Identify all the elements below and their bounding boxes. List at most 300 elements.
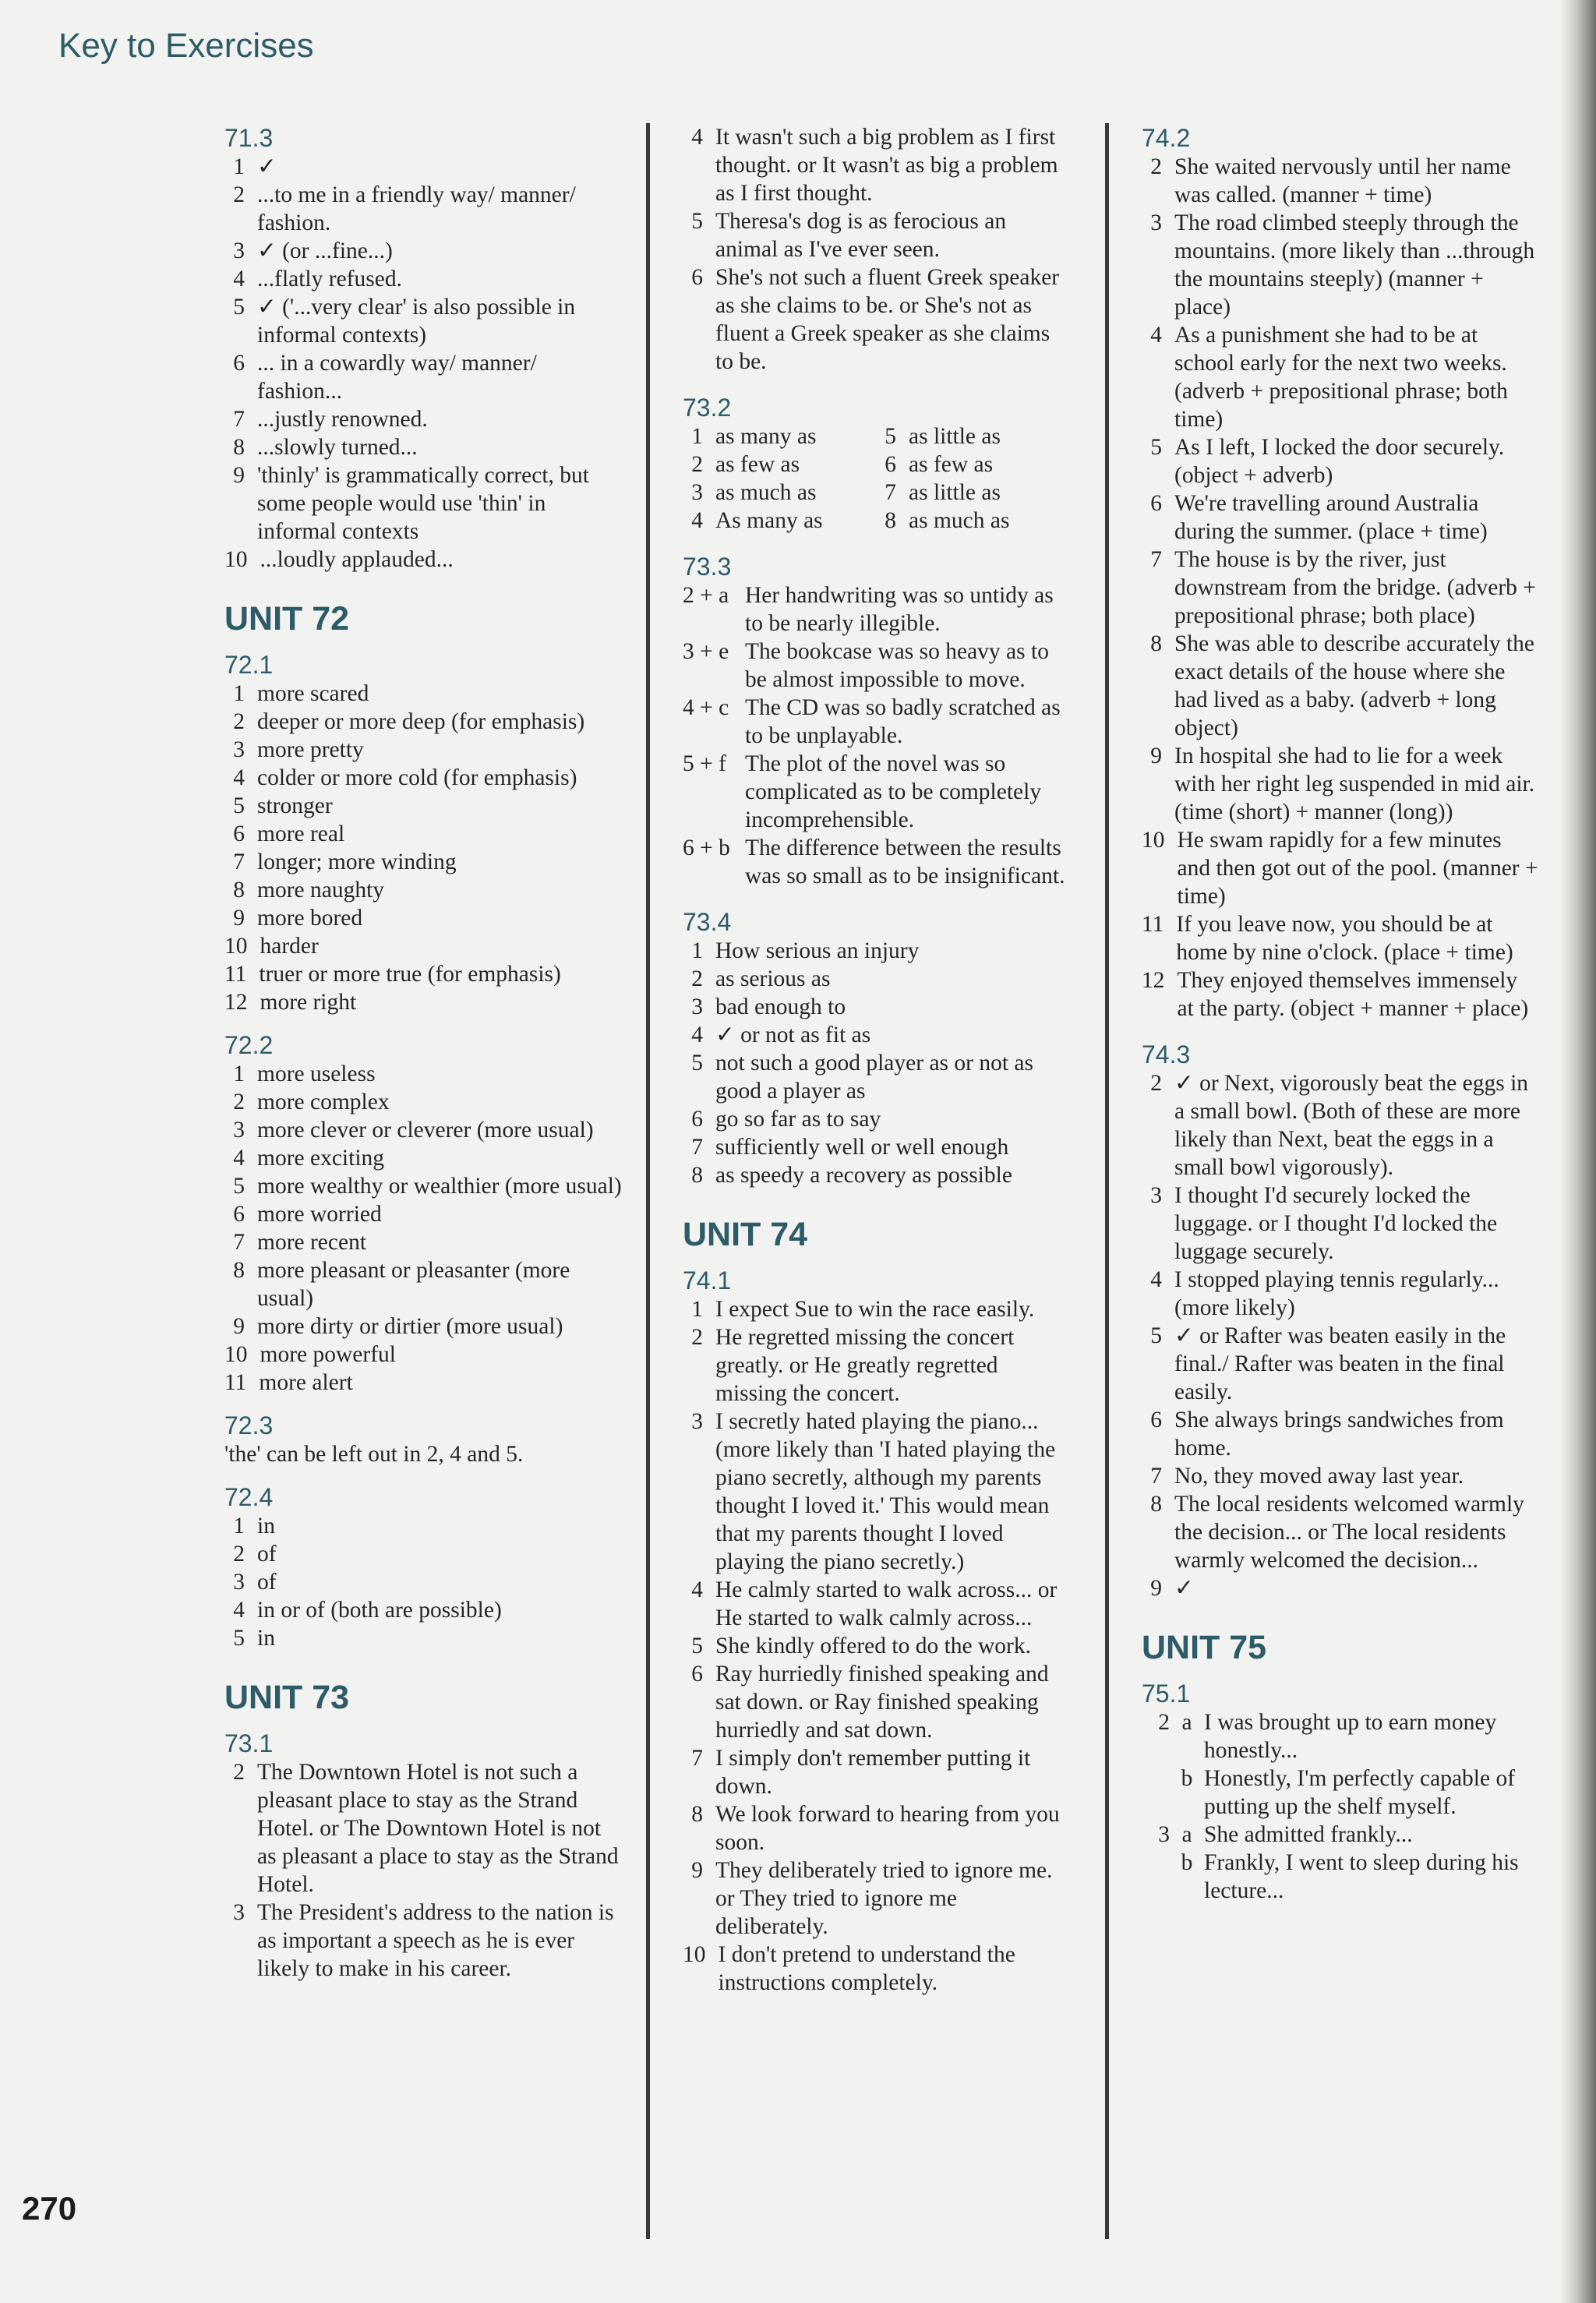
answer-number: 6 [1150,491,1162,516]
answer-number: 3 + e [683,639,729,664]
answer-text: ...flatly refused. [257,267,402,291]
answer-text: The local residents welcomed warmly the decision... or The local residents warmly welcomed the decision... [1174,1492,1524,1573]
answer-number: 11 [1142,912,1164,937]
answer-number: 1 [691,424,703,449]
exercise-title: 71.3 [224,124,274,152]
answer-item [683,123,1072,207]
answer-number: 5 + f [683,751,726,776]
answer-text: more naughty [257,878,385,902]
exercise-title: 73.1 [224,1729,274,1757]
answer-number: 5 [233,793,245,818]
answer-item [683,1576,1072,1632]
answer-text: The difference between the results was so small as to be insignificant. [745,835,1065,888]
answer-number: 2 [233,1090,245,1114]
answer-number: 2 [233,182,245,207]
answer-number: 4 [233,1598,245,1623]
answer-item [224,1116,622,1144]
answer-item [683,750,1072,834]
answer-item [224,792,622,820]
answer-item [224,546,622,574]
answer-text: ✓ [1174,1576,1194,1601]
answer-text: in [257,1514,275,1538]
answer-text: The road climbed steeply through the mountains. (more likely than ...through the mountains steeply) (manner + place) [1174,210,1535,320]
answer-text: go so far as to say [715,1107,881,1132]
answer-number: 3 [1150,210,1162,235]
answer-list [224,1758,622,1983]
answer-text: more recent [257,1230,367,1255]
answer-text: truer or more true (for emphasis) [259,962,561,987]
answer-text: more useless [257,1061,376,1086]
column-3 [1142,123,1539,1905]
answer-number: 1 [691,938,703,963]
answer-text: as few as [909,452,994,477]
answer-number: 8 [233,878,245,902]
answer-text: ✓ or Rafter was beaten easily in the final./ Rafter was beaten in the final easily. [1174,1323,1506,1404]
answer-item [683,965,1072,993]
answer-number: 2 [233,1760,245,1785]
exercise-title: 73.4 [683,908,732,936]
answer-list [224,1512,622,1652]
answer-text: more complex [257,1090,390,1114]
answer-item [224,1340,622,1369]
answer-number: 4 + c [683,695,729,720]
answer-number: 10 [1142,828,1165,853]
answer-item [683,638,1072,694]
answer-text: more dirty or dirtier (more usual) [257,1314,563,1339]
answer-number: 3 [233,1900,245,1925]
answer-number: 7 [1150,547,1162,572]
answer-item [1142,489,1539,546]
answer-item [224,181,622,237]
answer-item [1142,433,1539,489]
answer-number [1142,1849,1204,1905]
answer-number: 4 [691,1577,703,1602]
answer-text: No, they moved away last year. [1174,1464,1464,1489]
answer-text: As a punishment she had to be at school early for the next two weeks. (adverb + prepositional phrase; both time) [1174,323,1508,432]
answer-text: 'thinly' is grammatically correct, but some people would use 'thin' in informal contexts [257,463,589,544]
answer-number: 7 [233,1230,245,1255]
answer-number: 12 [1142,968,1165,993]
answer-item [683,1660,1072,1744]
answer-item [224,1256,622,1312]
answer-text: of [257,1542,277,1567]
answer-item [224,1172,622,1200]
answer-number: 10 [224,934,248,959]
answer-text: He calmly started to walk across... or He started to walk calmly across... [715,1577,1058,1630]
answer-text: as few as [715,452,800,477]
answer-number: 9 [233,1314,245,1339]
answer-grid [683,422,1072,535]
answer-number: 3 [691,994,703,1019]
answer-text: as much as [909,508,1010,533]
exercise-title: 74.1 [683,1266,732,1295]
answer-number: 12 [224,990,248,1015]
answer-number: 1 [233,681,245,706]
answer-item [683,581,1072,638]
answer-text: as much as [715,480,817,505]
answer-text: ...loudly applauded... [260,547,454,572]
answer-letter: a [1181,1710,1192,1735]
answer-item [224,680,622,708]
answer-item [224,736,622,764]
answer-number: 9 [233,463,245,488]
answer-item [224,293,622,349]
answer-text: In hospital she had to lie for a week with her right leg suspended in mid air. (time (short) + manner (long)) [1174,744,1535,825]
answer-letter: b [1181,1850,1193,1875]
answer-item [224,1200,622,1228]
answer-number: 3 [233,1118,245,1143]
answer-text: stronger [257,793,333,818]
unit-heading: UNIT 74 [683,1216,808,1253]
answer-item [224,876,622,904]
answer-text: as little as [909,480,1001,505]
answer-item [1142,209,1539,321]
answer-item [1142,1182,1539,1266]
answer-item [224,848,622,876]
exercise-title: 75.1 [1142,1680,1191,1708]
answer-text: more real [257,821,345,846]
answer-item [224,433,622,461]
answer-item [224,1088,622,1116]
answer-item [1142,1069,1539,1182]
answer-letter: a [1181,1822,1192,1847]
answer-text: more right [260,990,357,1015]
answer-number: 1 [691,1297,703,1322]
answer-text: Ray hurriedly finished speaking and sat down. or Ray finished speaking hurriedly and sat down. [715,1662,1049,1743]
answer-number: 10 [683,1942,706,1967]
answer-item [1142,153,1539,209]
answer-text: as little as [909,424,1001,449]
answer-text: ...slowly turned... [257,435,418,460]
answer-number: 9 [1150,744,1162,768]
exercise-title: 74.3 [1142,1040,1191,1068]
answer-item [1142,546,1539,630]
answer-text: I stopped playing tennis regularly... (more likely) [1174,1267,1499,1320]
exercise-title: 72.2 [224,1031,274,1059]
answer-text: I simply don't remember putting it down. [715,1746,1031,1799]
answer-item [1142,1849,1539,1905]
exercise-title: 72.4 [224,1483,274,1511]
answer-item [683,1295,1072,1323]
answer-text: Honestly, I'm perfectly capable of putting up the shelf myself. [1204,1766,1516,1819]
exercise-title: 74.2 [1142,124,1191,152]
answer-item [1142,1266,1539,1322]
answer-text: Her handwriting was so untidy as to be nearly illegible. [745,583,1054,636]
unit-heading: UNIT 73 [224,1679,350,1716]
column-2 [683,123,1072,1997]
column-divider-2 [1105,123,1109,2239]
answer-number: 5 [1150,435,1162,460]
answer-number: 3 [233,1570,245,1595]
answer-number: 6 [691,1107,703,1132]
answer-item [683,1744,1072,1800]
answer-item [1142,966,1539,1023]
answer-text: I thought I'd securely locked the luggage. or I thought I'd locked the luggage securely. [1174,1183,1498,1264]
answer-item [683,694,1072,750]
answer-item [224,405,622,433]
answer-text: How serious an injury [715,938,920,963]
exercise-note: 'the' can be left out in 2, 4 and 5. [224,1442,524,1467]
answer-number: 3 [233,737,245,762]
answer-list [683,581,1072,890]
answer-item [224,1144,622,1172]
answer-text: harder [260,934,319,959]
answer-text: more scared [257,681,369,706]
page-header: Key to Exercises [58,26,314,65]
page-number: 270 [22,2190,77,2227]
answer-number-main: 3 [1158,1822,1170,1847]
answer-number: 2 + a [683,583,729,608]
answer-text: She was able to describe accurately the exact details of the house where she had lived as a baby. (adverb + long object) [1174,631,1534,740]
answer-letter: b [1181,1766,1193,1791]
column-divider-1 [646,123,650,2239]
answer-number: 4 [1150,323,1162,348]
answer-number: 1 [233,1514,245,1538]
answer-text: We look forward to hearing from you soon. [715,1802,1060,1855]
answer-number: 5 [691,209,703,234]
answer-text: more powerful [260,1342,396,1367]
answer-item [224,1540,622,1568]
answer-number: 3 [1150,1183,1162,1208]
answer-number: 5 [233,295,245,320]
answer-text: longer; more winding [257,849,457,874]
answer-number: 3 [233,238,245,263]
answer-item [683,1941,1072,1997]
answer-number: 8 [233,435,245,460]
answer-text: ✓ [257,154,277,179]
answer-text: Theresa's dog is as ferocious an animal as I've ever seen. [715,209,1007,262]
answer-text: in [257,1626,275,1651]
answer-text: of [257,1570,277,1595]
answer-item [224,820,622,848]
answer-text: The Downtown Hotel is not such a pleasant place to stay as the Strand Hotel. or The Downtown Hotel is not as pleasant a place to stay as the Strand Hotel. [257,1760,619,1897]
answer-item [224,237,622,265]
answer-item [224,1060,622,1088]
answer-item [1142,1574,1539,1602]
answer-number: 7 [233,849,245,874]
answer-item [224,708,622,736]
column-1 [224,123,622,1983]
answer-text: ... in a cowardly way/ manner/ fashion... [257,351,537,404]
answer-item [683,1133,1072,1161]
answer-item [683,1021,1072,1049]
answer-number: 5 [885,424,896,449]
answer-number: 5 [691,1051,703,1076]
answer-number: 2 [691,452,703,477]
answer-item [1142,1821,1539,1849]
answer-text: deeper or more deep (for emphasis) [257,709,585,734]
answer-text: colder or more cold (for emphasis) [257,765,577,790]
answer-item [1142,1490,1539,1574]
answer-text: in or of (both are possible) [257,1598,502,1623]
answer-text: ...to me in a friendly way/ manner/ fashion. [257,182,576,235]
unit-heading: UNIT 75 [1142,1629,1267,1666]
answer-text: I don't pretend to understand the instructions completely. [718,1942,1015,1995]
answer-number [1142,1708,1204,1764]
answer-number: 4 [233,1146,245,1171]
answer-number: 6 + b [683,835,730,860]
answer-item [683,834,1072,890]
answer-item [224,904,622,932]
answer-number: 6 [885,452,896,477]
answer-text: He swam rapidly for a few minutes and then got out of the pool. (manner + time) [1177,828,1538,909]
answer-item [1142,742,1539,826]
answer-item [1142,1462,1539,1490]
answer-number: 1 [233,154,245,179]
answer-number: 7 [233,407,245,432]
answer-number: 6 [691,1662,703,1687]
answer-number: 7 [885,480,896,505]
answer-text: more clever or cleverer (more usual) [257,1118,594,1143]
answer-number: 6 [233,821,245,846]
answer-item [1142,321,1539,433]
answer-text: The CD was so badly scratched as to be unplayable. [745,695,1061,748]
answer-item [1142,630,1539,742]
answer-number: 5 [1150,1323,1162,1348]
answer-text: as many as [715,424,817,449]
answer-text: If you leave now, you should be at home by nine o'clock. (place + time) [1176,912,1513,965]
answer-item [224,1312,622,1340]
answer-text: She's not such a fluent Greek speaker as she claims to be. or She's not as fluent a Greek speaker as she claims to be. [715,265,1060,374]
answer-number: 2 [1150,154,1162,179]
answer-item [224,1596,622,1624]
answer-text: She waited nervously until her name was called. (manner + time) [1174,154,1511,207]
answer-text: more wealthy or wealthier (more usual) [257,1174,622,1199]
answer-text: The bookcase was so heavy as to be almost impossible to move. [745,639,1049,692]
answer-text: as speedy a recovery as possible [715,1163,1012,1188]
answer-text: more pleasant or pleasanter (more usual) [257,1258,570,1311]
answer-text: bad enough to [715,994,846,1019]
answer-number: 5 [233,1174,245,1199]
answer-item [683,1323,1072,1408]
answer-item [224,764,622,792]
answer-item [224,265,622,293]
answer-item [683,1856,1072,1941]
answer-item [683,1161,1072,1189]
answer-list [224,1060,622,1397]
answer-item [1142,1764,1539,1821]
answer-item [1142,826,1539,910]
answer-item [1142,910,1539,966]
answer-number: 11 [224,962,247,987]
answer-number: 7 [1150,1464,1162,1489]
answer-list [224,153,622,574]
answer-item [683,1049,1072,1105]
answer-text: I expect Sue to win the race easily. [715,1297,1035,1322]
answer-item [1142,1406,1539,1462]
answer-item [224,1228,622,1256]
answer-number: 10 [224,1342,248,1367]
answer-text: ✓ or not as fit as [715,1023,871,1047]
answer-number: 4 [233,765,245,790]
answer-number: 6 [691,265,703,290]
answer-text: ✓ ('...very clear' is also possible in informal contexts) [257,295,576,348]
answer-number: 4 [233,267,245,291]
unit-heading: UNIT 72 [224,600,350,638]
answer-text: The house is by the river, just downstream from the bridge. (adverb + prepositional phrase; both place) [1174,547,1536,628]
answer-item [224,932,622,960]
answer-text: more alert [259,1370,353,1395]
answer-list [683,1295,1072,1997]
answer-number: 3 [691,480,703,505]
answer-item [683,1105,1072,1133]
answer-text: They enjoyed themselves immensely at the party. (object + manner + place) [1177,968,1529,1021]
answer-item [683,1408,1072,1576]
answer-number: 9 [691,1858,703,1883]
answer-number: 1 [233,1061,245,1086]
answer-item [1142,1322,1539,1406]
answer-number: 4 [691,508,703,533]
exercise-title: 72.3 [224,1411,274,1439]
answer-text: ✓ (or ...fine...) [257,238,393,263]
answer-number: 8 [233,1258,245,1283]
answer-list [1142,153,1539,1023]
answer-text: more worried [257,1202,382,1227]
answer-item [683,207,1072,263]
answer-item [683,937,1072,965]
answer-number [1142,1821,1204,1849]
answer-number: 6 [1150,1408,1162,1432]
answer-item [224,153,622,181]
answer-list [1142,1708,1539,1905]
answer-item [683,263,1072,376]
answer-text: The plot of the novel was so complicated as to be completely incomprehensible. [745,751,1042,832]
answer-number: 7 [691,1135,703,1160]
answer-number: 9 [233,906,245,931]
answer-number: 4 [691,1023,703,1047]
answer-text: They deliberately tried to ignore me. or They tried to ignore me deliberately. [715,1858,1053,1939]
answer-text: She admitted frankly... [1204,1822,1413,1847]
answer-number: 6 [233,1202,245,1227]
answer-text: She always brings sandwiches from home. [1174,1408,1504,1461]
answer-list [1142,1069,1539,1602]
answer-number: 11 [224,1370,247,1395]
answer-item [224,1369,622,1397]
answer-list [683,123,1072,376]
answer-text: As I left, I locked the door securely. (object + adverb) [1174,435,1505,488]
answer-number: 8 [691,1163,703,1188]
answer-text: I was brought up to earn money honestly... [1204,1710,1497,1763]
answer-text: Frankly, I went to sleep during his lecture... [1204,1850,1519,1903]
answer-list [224,680,622,1016]
answer-text: She kindly offered to do the work. [715,1634,1032,1658]
answer-item [224,1512,622,1540]
answer-item [224,1624,622,1652]
answer-text: He regretted missing the concert greatly. or He greatly regretted missing the concert. [715,1325,1015,1406]
answer-text: not such a good player as or not as good a player as [715,1051,1033,1104]
answer-item [224,988,622,1016]
answer-item [224,1899,622,1983]
answer-number: 2 [1150,1071,1162,1096]
exercise-title: 73.2 [683,394,732,422]
answer-number: 3 [691,1409,703,1434]
answer-item [224,349,622,405]
answer-text: The President's address to the nation is as important a speech as he is ever likely to make in his career. [257,1900,614,1981]
answer-text: more bored [257,906,363,931]
answer-number: 2 [233,709,245,734]
answer-number: 5 [691,1634,703,1658]
answer-number: 9 [1150,1576,1162,1601]
answer-number-main: 2 [1158,1710,1170,1735]
answer-number: 6 [233,351,245,376]
answer-item [683,1632,1072,1660]
page-edge-shadow [1560,0,1596,2303]
answer-item [224,1568,622,1596]
answer-text: We're travelling around Australia during the summer. (place + time) [1174,491,1488,544]
answer-number: 8 [1150,631,1162,656]
answer-number: 8 [691,1802,703,1827]
answer-text: ...justly renowned. [257,407,428,432]
